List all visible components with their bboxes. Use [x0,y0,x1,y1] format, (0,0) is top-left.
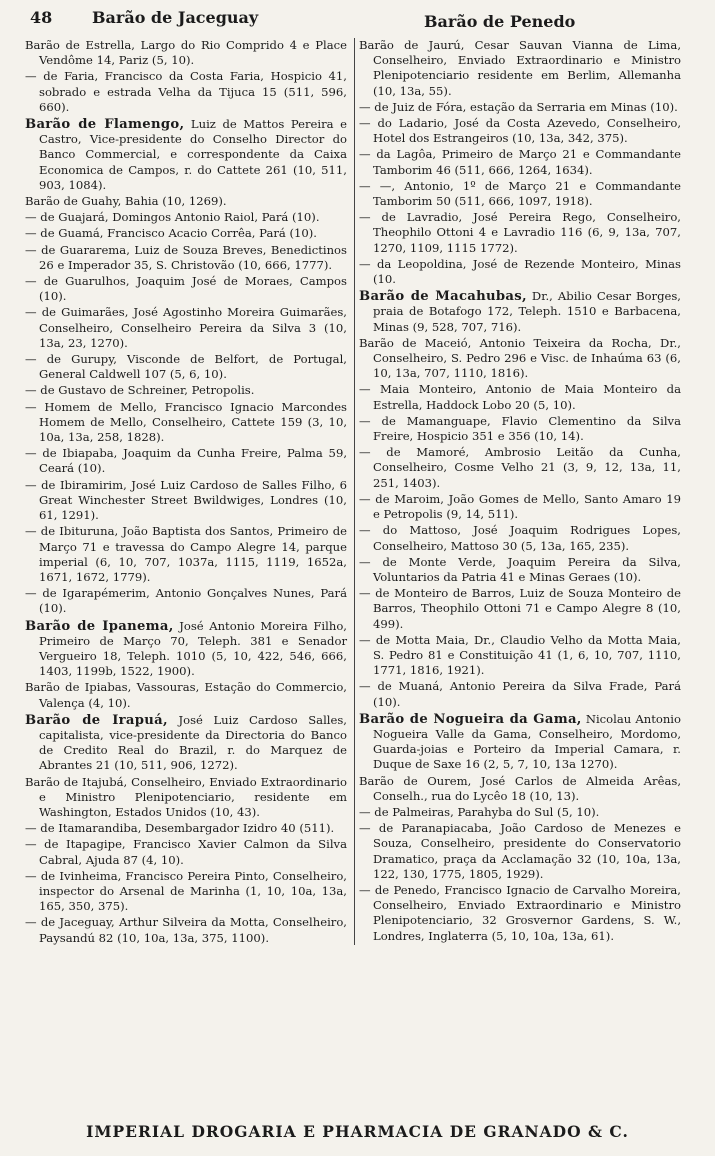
directory-entry [359,679,681,709]
entry-text: — Maia Monteiro, Antonio de Maia Monteiro da Estrella, Haddock Lobo 20 (5, 10). [359,382,681,412]
directory-entry [359,492,681,522]
entry-text: — de Igarapémerim, Antonio Gonçalves Nunes, Pará (10). [25,586,347,616]
advertisement-footer: IMPERIAL DROGARIA E PHARMACIA DE GRANADO & C. [86,1122,629,1141]
directory-entry [25,352,347,382]
directory-entry [25,305,347,351]
directory-entry [359,821,681,882]
entry-text: — de Guararema, Luiz de Souza Breves, Benedictinos 26 e Imperador 35, S. Christovão (10, 666, 1777). [25,242,347,272]
entry-text: — de Palmeiras, Parahyba do Sul (5, 10). [359,804,600,819]
entry-text: — de Guajará, Domingos Antonio Raiol, Pará (10). [25,210,320,225]
entry-text: Nicolau Antonio Nogueira Valle da Gama, Conselheiro, Mordomo, Guarda-joias e Porteiro da Imperial Camara, r. Duque de Saxe 16 (2, 5, 7, 10, 13a 1270). [373,711,681,772]
directory-entry [25,117,347,193]
directory-entry [359,257,681,287]
directory-entry [359,586,681,632]
entry-text: — de Motta Maia, Dr., Claudio Velho da Motta Maia, S. Pedro 81 e Constituição 41 (1, 6, 10, 707, 1110, 1771, 1816, 1921). [359,632,681,678]
entry-text: Barão de Ourem, José Carlos de Almeida Arêas, Conselh., rua do Lycêo 18 (10, 13). [359,773,681,803]
entry-text: — da Leopoldina, José de Rezende Monteiro, Minas (10. [359,256,681,287]
directory-entry [25,524,347,585]
directory-entry [25,210,347,225]
entry-heading: Barão de Irapuá, [25,712,168,728]
directory-entry [359,382,681,412]
directory-entry [359,883,681,944]
entry-text: Luiz de Mattos Pereira e Castro, Vice-presidente do Conselho Director do Banco Commercial, e correspondente da Caixa Economica de Campos, r. do Cattete 261 (10, 511, 903, 1084). [39,117,347,192]
entry-heading: Barão de Ipanema, [25,618,174,634]
entry-heading: Barão de Macahubas, [359,289,527,305]
right-column [354,38,681,945]
directory-entry [25,837,347,867]
directory-entry [25,586,347,616]
directory-entry [359,445,681,491]
entry-text: Barão de Ipiabas, Vassouras, Estação do Commercio, Valença (4, 10). [25,680,347,710]
directory-entry [25,680,347,710]
left-column [25,38,347,947]
entry-text: — de Monte Verde, Joaquim Pereira da Silva, Voluntarios da Patria 41 e Minas Geraes (10). [359,554,681,584]
entry-text: — de Mamoré, Ambrosio Leitão da Cunha, Conselheiro, Cosme Velho 21 (3, 9, 12, 13a, 11, 251, 1403). [359,445,681,490]
entry-text: Barão de Estrella, Largo do Rio Comprido 4 e Place Vendôme 14, Pariz (5, 10). [25,38,347,68]
directory-entry [25,869,347,915]
directory-entry [359,289,681,335]
directory-entry [359,336,681,382]
entry-text: Barão de Maceió, Antonio Teixeira da Rocha, Dr., Conselheiro, S. Pedro 296 e Visc. de Inhaúma 63 (6, 10, 13a, 707, 1110, 1816). [359,335,681,381]
directory-entry [25,446,347,476]
directory-entry [359,210,681,256]
entry-text: Dr., Abilio Cesar Borges, praia de Botafogo 172, Teleph. 1510 e Barbacena, Minas (9, 528, 707, 716). [373,289,681,334]
entry-text: — da Lagôa, Primeiro de Março 21 e Commandante Tamborim 46 (511, 666, 1264, 1634). [359,147,681,177]
entry-text: José Antonio Moreira Filho, Primeiro de Março 70, Teleph. 381 e Senador Vergueiro 18, Teleph. 1010 (5, 10, 422, 546, 666, 1403, 1199b, 1522, 1900). [39,618,347,679]
entry-text: José Luiz Cardoso Salles, capitalista, vice-presidente da Directoria do Banco de Credito Real do Brazil, r. do Marquez de Abrantes 21 (10, 511, 906, 1272). [39,712,347,773]
entry-text: — de Monteiro de Barros, Luiz de Souza Monteiro de Barros, Theophilo Ottoni 71 e Campo Alegre 8 (10, 499). [359,586,681,631]
directory-entry [25,38,347,68]
entry-text: — de Gurupy, Visconde de Belfort, de Portugal, General Caldwell 107 (5, 6, 10). [25,352,347,382]
entry-text: — de Guimarães, José Agostinho Moreira Guimarães, Conselheiro, Conselheiro Pereira da Silva 3 (10, 13a, 23, 1270). [25,305,347,350]
entry-text: — —, Antonio, 1º de Março 21 e Commandante Tamborim 50 (511, 666, 1097, 1918). [359,178,681,209]
directory-entry [25,775,347,821]
entry-text: — do Mattoso, José Joaquim Rodrigues Lopes, Conselheiro, Mattoso 30 (5, 13a, 165, 235). [359,523,681,553]
directory-entry [25,713,347,774]
entry-text: — de Ivinheima, Francisco Pereira Pinto, Conselheiro, inspector do Arsenal de Marinha (1, 10, 10a, 13a, 165, 350, 375). [25,868,347,914]
directory-entry [359,555,681,585]
directory-entry [25,478,347,524]
directory-entry [359,147,681,177]
directory-entry [25,69,347,115]
entry-text: Barão de Guahy, Bahia (10, 1269). [25,194,227,209]
entry-text: — de Lavradio, José Pereira Rego, Conselheiro, Theophilo Ottoni 4 e Lavradio 116 (6, 9, 13a, 707, 1270, 1109, 1115 1772). [359,210,681,255]
entry-text: — de Maroim, João Gomes de Mello, Santo Amaro 19 e Petropolis (9, 14, 511). [359,491,681,522]
entry-text: — de Jaceguay, Arthur Silveira da Motta, Conselheiro, Paysandú 82 (10, 10a, 13a, 375, 1100). [25,915,347,945]
entry-text: — de Guamá, Francisco Acacio Corrêa, Pará (10). [25,226,317,241]
entry-text: Barão de Jaurú, Cesar Sauvan Vianna de Lima, Conselheiro, Enviado Extraordinario e Ministro Plenipotenciario residente em Berlim, Allemanha (10, 13a, 55). [359,38,681,98]
entry-text: — de Juiz de Fóra, estação da Serraria em Minas (10). [359,99,678,114]
directory-entry [359,633,681,679]
page-number: 48 [30,8,53,27]
directory-entry [25,194,347,209]
entry-text: — de Guarulhos, Joaquim José de Moraes, Campos (10). [25,274,347,304]
entry-heading: Barão de Nogueira da Gama, [359,711,582,727]
directory-entry [25,821,347,836]
entry-text: — de Mamanguape, Flavio Clementino da Silva Freire, Hospicio 351 e 356 (10, 14). [359,413,681,444]
entry-text: — de Ibituruna, João Baptista dos Santos, Primeiro de Março 71 e travessa do Campo Alegre 14, parque imperial (6, 10, 707, 1037a, 1115, 1119, 1652a, 1671, 1672, 1779). [25,524,347,584]
directory-entry [25,915,347,945]
directory-entry [25,400,347,446]
entry-text: — de Faria, Francisco da Costa Faria, Hospicio 41, sobrado e estrada Velha da Tijuca 15 (511, 596, 660). [25,69,347,114]
page-header [0,4,715,36]
directory-entry [25,619,347,680]
entry-text: — de Paranapiacaba, João Cardoso de Menezes e Souza, Conselheiro, presidente do Conservatorio Dramatico, praça da Acclamação 32 (10, 10a, 13a, 122, 130, 1775, 1805, 1929). [359,821,681,881]
directory-entry [359,38,681,99]
directory-entry [359,179,681,209]
entry-text: — de Itapagipe, Francisco Xavier Calmon da Silva Cabral, Ajuda 87 (4, 10). [25,837,347,867]
entry-text: — Homem de Mello, Francisco Ignacio Marcondes Homem de Mello, Conselheiro, Cattete 159 (3, 10, 10a, 13a, 258, 1828). [25,399,347,445]
entry-text: — do Ladario, José da Costa Azevedo, Conselheiro, Hotel dos Estrangeiros (10, 13a, 342, 375). [359,116,681,146]
entry-text: — de Penedo, Francisco Ignacio de Carvalho Moreira, Conselheiro, Enviado Extraordinario e Ministro Plenipotenciario, 32 Grosvernor Gardens, S. W., Londres, Inglaterra (5, 10, 10a, 13a, 61). [359,882,681,943]
directory-entry [359,100,681,115]
running-head-left: Barão de Jaceguay [92,8,259,27]
entry-text: — de Ibiramirim, José Luiz Cardoso de Salles Filho, 6 Great Winchester Street Bwildwiges, Londres (10, 61, 1291). [25,477,347,523]
entry-text: Barão de Itajubá, Conselheiro, Enviado Extraordinario e Ministro Plenipotenciario, residente em Washington, Estados Unidos (10, 43). [25,774,347,819]
entry-text: — de Muaná, Antonio Pereira da Silva Frade, Pará (10). [359,679,681,709]
entry-heading: Barão de Flamengo, [25,117,185,133]
directory-entry [25,274,347,304]
entry-text: — de Gustavo de Schreiner, Petropolis. [25,383,255,398]
directory-entry [359,116,681,146]
directory-entry [359,774,681,804]
entry-text: — de Itamarandiba, Desembargador Izidro 40 (511). [25,821,335,836]
entry-text: — de Ibiapaba, Joaquim da Cunha Freire, Palma 59, Ceará (10). [25,446,347,476]
directory-entry [25,383,347,398]
directory-entry [359,712,681,773]
directory-entry [25,243,347,273]
directory-entry [359,805,681,820]
directory-entry [359,414,681,444]
directory-entry [25,226,347,241]
directory-entry [359,523,681,553]
running-head-right: Barão de Penedo [424,12,576,31]
